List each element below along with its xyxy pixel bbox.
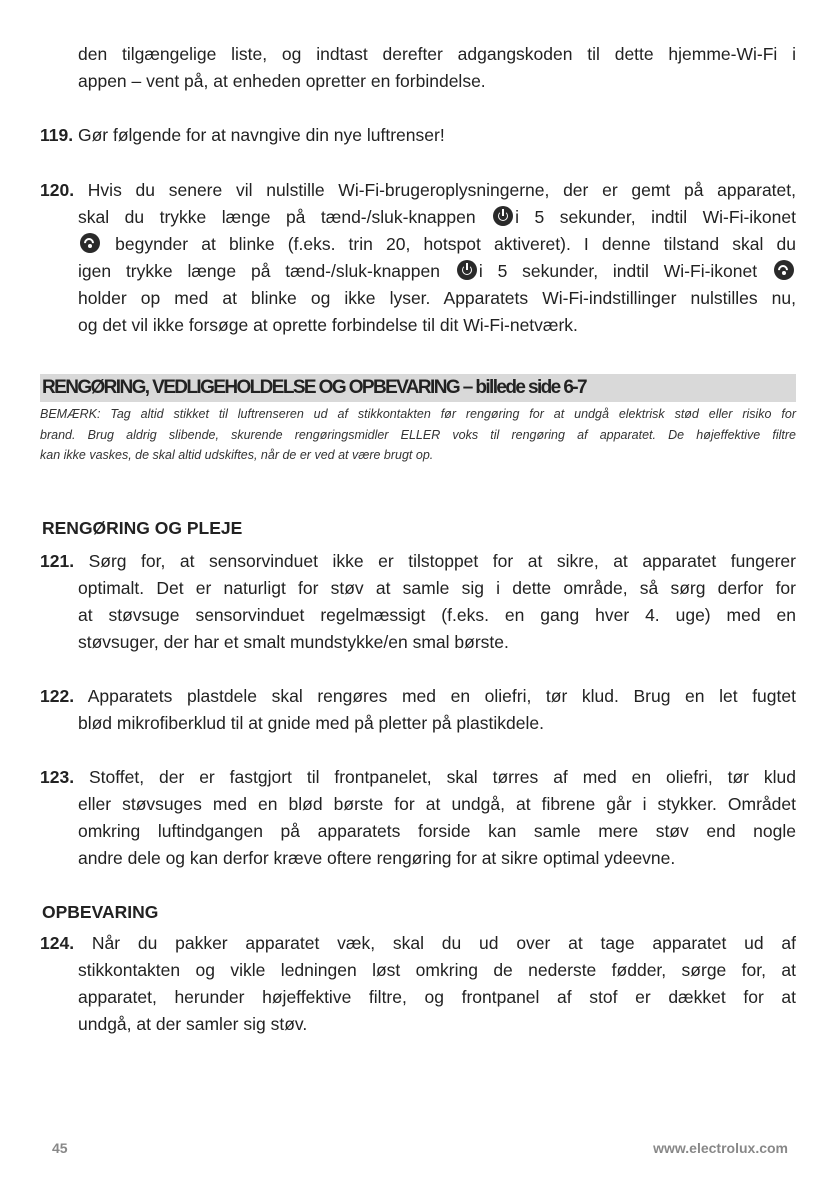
intro-line: appen – vent på, at enheden opretter en forbindelse. xyxy=(78,71,486,91)
step-text: Sørg for, at sensorvinduet ikke er tilstoppet for at sikre, at apparatet fungerer xyxy=(88,551,796,571)
care-heading: RENGØRING OG PLEJE xyxy=(42,518,243,538)
step-text: Når du pakker apparatet væk, skal du ud over at tage apparatet ud af xyxy=(91,933,796,953)
step-text: undgå, at der samler sig støv. xyxy=(78,1014,308,1034)
section-title: RENGØRING, VEDLIGEHOLDELSE OG OPBEVARING – billede side 6-7 xyxy=(42,377,586,398)
step-text: skal du trykke længe på tænd-/sluk-knappen xyxy=(78,207,476,227)
step-text: Apparatets plastdele skal rengøres med en oliefri, tør klud. Brug en let fugtet xyxy=(87,686,796,706)
step-text: omkring luftindgangen på apparatets forside kan samle mere støv end nogle xyxy=(78,821,796,841)
step-121 xyxy=(40,548,796,656)
power-icon xyxy=(493,206,513,226)
wifi-icon xyxy=(774,260,794,280)
step-text: stikkontakten og vikle ledningen løst omkring de nederste fødder, sørge for, at xyxy=(78,960,796,980)
step-122 xyxy=(40,683,796,737)
step-number: 119. xyxy=(40,125,74,145)
note-line: brand. Brug aldrig slibende, skurende rengøringsmidler ELLER voks til rengøring af apparatet. De højeffektive filtre xyxy=(40,427,796,442)
storage-heading: OPBEVARING xyxy=(42,902,159,922)
note-line: BEMÆRK: Tag altid stikket til luftrenseren ud af stikkontakten før rengøring for at undgå elektrisk stød eller risiko for xyxy=(40,407,796,421)
power-icon xyxy=(457,260,477,280)
step-119 xyxy=(40,122,796,149)
step-text: i 5 sekunder, indtil Wi-Fi-ikonet xyxy=(515,207,796,227)
section-header-bar xyxy=(40,374,796,402)
safety-note xyxy=(40,404,796,466)
step-text: Gør følgende for at navngive din nye luftrenser! xyxy=(77,125,445,145)
step-text: at støvsuge sensorvinduet regelmæssigt (f.eks. en gang hver 4. uge) med en xyxy=(78,605,796,625)
step-text: begynder at blinke (f.eks. trin 20, hotspot aktiveret). I denne tilstand skal du xyxy=(115,234,796,254)
step-text: i 5 sekunder, indtil Wi-Fi-ikonet xyxy=(478,261,758,281)
step-text: blød mikrofiberklud til at gnide med på pletter på plastikdele. xyxy=(78,713,544,733)
step-text: Stoffet, der er fastgjort til frontpanelet, skal tørres af med en oliefri, tør klud xyxy=(88,767,796,787)
step-text: eller støvsuges med en blød børste for at undgå, at fibrene går i stykker. Området xyxy=(78,794,796,814)
intro-paragraph xyxy=(40,41,796,95)
step-text: støvsuger, der har et smalt mundstykke/en smal børste. xyxy=(78,632,509,652)
step-text: optimalt. Det er naturligt for støv at samle sig i dette område, så sørg derfor for xyxy=(78,578,796,598)
step-text: og det vil ikke forsøge at oprette forbindelse til dit Wi-Fi-netværk. xyxy=(78,315,578,335)
page-number: 45 xyxy=(52,1140,68,1156)
step-text: Hvis du senere vil nulstille Wi-Fi-brugeroplysningerne, der er gemt på apparatet, xyxy=(87,180,796,200)
step-number: 123. xyxy=(40,767,75,787)
step-text: apparatet, herunder højeffektive filtre, og frontpanel af stof er dækket for at xyxy=(78,987,796,1007)
footer-url: www.electrolux.com xyxy=(653,1140,788,1156)
step-124 xyxy=(40,930,796,1038)
step-123 xyxy=(40,764,796,872)
intro-line: den tilgængelige liste, og indtast derefter adgangskoden til dette hjemme-Wi-Fi i xyxy=(78,44,796,64)
note-line: kan ikke vaskes, de skal altid udskiftes, når de er ved at være brugt op. xyxy=(40,448,434,462)
step-text: andre dele og kan derfor kræve oftere rengøring for at sikre optimal ydeevne. xyxy=(78,848,676,868)
step-number: 122. xyxy=(40,686,75,706)
step-120 xyxy=(40,177,796,339)
wifi-icon xyxy=(80,233,100,253)
step-number: 121. xyxy=(40,551,75,571)
step-number: 124. xyxy=(40,933,75,953)
step-number: 120. xyxy=(40,180,75,200)
step-text: holder op med at blinke og ikke lyser. Apparatets Wi-Fi-indstillinger nulstilles nu, xyxy=(78,288,796,308)
step-text: igen trykke længe på tænd-/sluk-knappen xyxy=(78,261,440,281)
